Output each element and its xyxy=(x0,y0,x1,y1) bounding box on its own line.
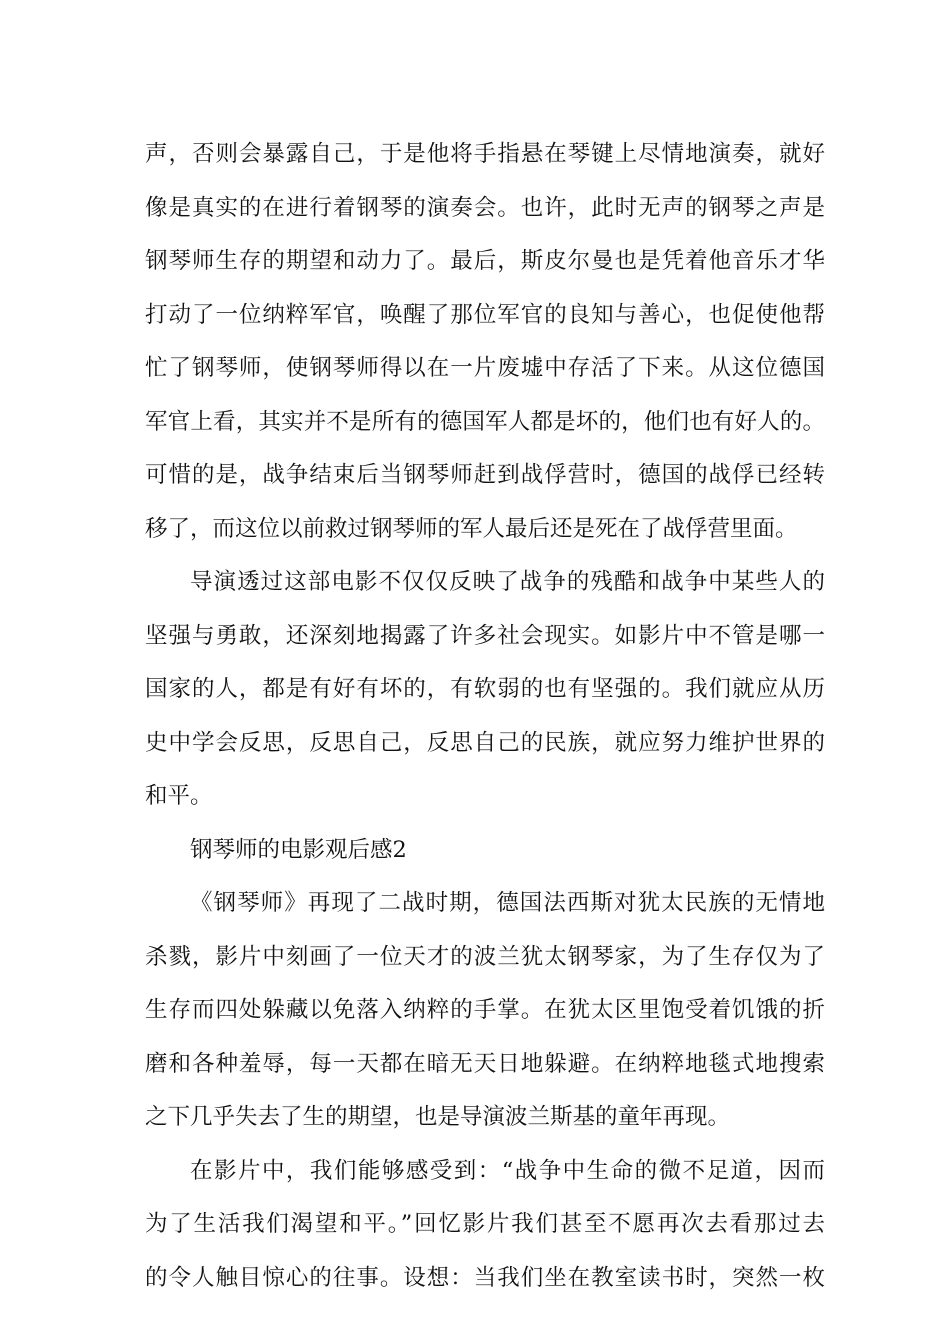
text-line: 国家的人，都是有好有坏的，有软弱的也有坚强的。我们就应从历 xyxy=(145,676,825,702)
text-line: 军官上看，其实并不是所有的德国军人都是坏的，他们也有好人的。 xyxy=(145,408,825,435)
section-heading: 钢琴师的电影观后感2 xyxy=(190,836,407,863)
text-line: 史中学会反思，反思自己，反思自己的民族，就应努力维护世界的 xyxy=(145,729,825,756)
paragraph-first-line: 《钢琴师》再现了二战时期，德国法西斯对犹太民族的无情地 xyxy=(190,890,825,916)
paragraph-first-line: 导演透过这部电影不仅仅反映了战争的残酷和战争中某些人的 xyxy=(190,569,825,595)
text-line: 打动了一位纳粹军官，唤醒了那位军官的良知与善心，也促使他帮 xyxy=(145,301,825,328)
text-line: 磨和各种羞辱，每一天都在暗无天日地躲避。在纳粹地毯式地搜索 xyxy=(145,1050,825,1077)
body-text xyxy=(145,128,825,1305)
text-line: 之下几乎失去了生的期望，也是导演波兰斯基的童年再现。 xyxy=(145,1104,731,1130)
paragraph-first-line: 在影片中，我们能够感受到：“战争中生命的微不足道，因而 xyxy=(190,1157,825,1184)
text-line: 移了，而这位以前救过钢琴师的军人最后还是死在了战俘营里面。 xyxy=(145,515,798,542)
text-line: 和平。 xyxy=(145,783,213,809)
text-line: 为了生活我们渴望和平。”回忆影片我们甚至不愿再次去看那过去 xyxy=(145,1211,825,1237)
text-line: 坚强与勇敢，还深刻地揭露了许多社会现实。如影片中不管是哪一 xyxy=(145,622,825,649)
text-line: 忙了钢琴师，使钢琴师得以在一片废墟中存活了下来。从这位德国 xyxy=(145,355,825,381)
text-line: 像是真实的在进行着钢琴的演奏会。也许，此时无声的钢琴之声是 xyxy=(145,194,825,221)
text-line: 声，否则会暴露自己，于是他将手指悬在琴键上尽情地演奏，就好 xyxy=(145,141,825,167)
text-line: 生存而四处躲藏以免落入纳粹的手掌。在犹太区里饱受着饥饿的折 xyxy=(145,997,825,1023)
text-line: 杀戮，影片中刻画了一位天才的波兰犹太钢琴家，为了生存仅为了 xyxy=(145,943,825,970)
text-line: 可惜的是，战争结束后当钢琴师赶到战俘营时，德国的战俘已经转 xyxy=(145,462,825,488)
text-line: 钢琴师生存的期望和动力了。最后，斯皮尔曼也是凭着他音乐才华 xyxy=(145,248,825,274)
text-line: 的令人触目惊心的往事。设想：当我们坐在教室读书时，突然一枚 xyxy=(145,1264,825,1291)
